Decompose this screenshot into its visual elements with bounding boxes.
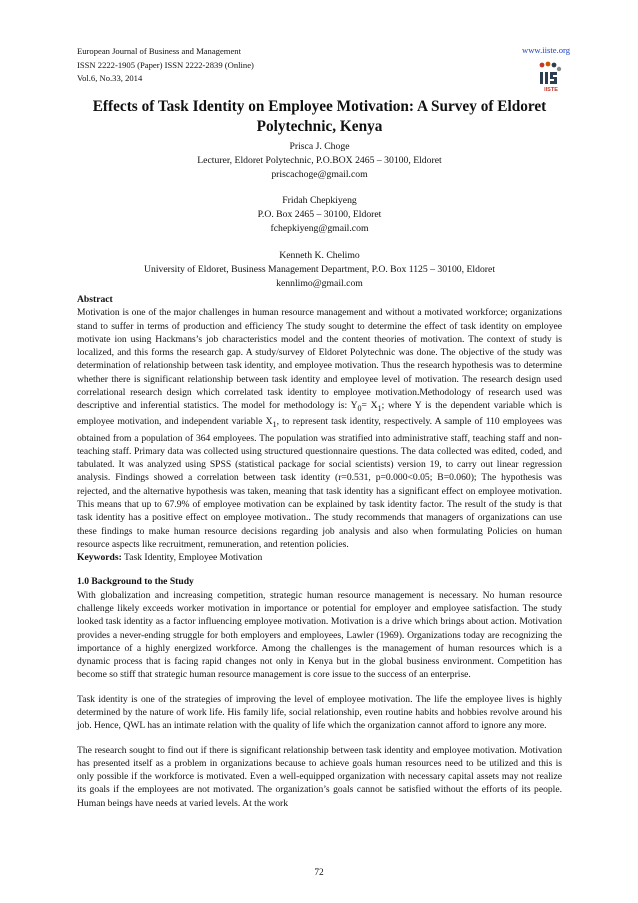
- author-name: Prisca J. Choge: [289, 141, 350, 152]
- section-heading: 1.0 Background to the Study: [77, 576, 194, 588]
- body-paragraph: With globalization and increasing competition, strategic human resource management is necessary. No human resource challenge likely exceeds worker motivation in importance or potential for employer and employee satisfaction. The study looked task identity as a factor influencing employee motivation. Motivation is a drive which brings about action. Motivation provides a never-ending struggle for both employers and employees, Lawler (1969). Organizations today are recognizing the importance of a highly energized workforce. Among the challenges is the management of human resources which is a dynamic process that is facing rapid changes not only in Kenya but in the global business environment. Competition has become so stiff that strategic human resource management is core issue to the success of an enterprise.: [77, 589, 562, 681]
- journal-header: [77, 45, 254, 86]
- keywords-value: Task Identity, Employee Motivation: [124, 552, 263, 564]
- body-paragraph: The research sought to find out if there is significant relationship between task identity and employee motivation. Motivation has presented itself as a problem in organizations because to achieve goals human resources need to be utilized and this is only possible if the workforce is motivated. Even a well-equipped organization with necessary capital assets may not realize its goals if the employees are not motivated. The organization’s goals cannot be satisfied without the efforts of its people. Human beings have needs at varied levels. At the work: [77, 744, 562, 809]
- issn-line: ISSN 2222-1905 (Paper) ISSN 2222-2839 (Online): [77, 59, 254, 70]
- keywords-line: [77, 551, 562, 564]
- volume-line: Vol.6, No.33, 2014: [77, 73, 143, 84]
- abstract-paragraph: Motivation is one of the major challenges in human resource management and without a motivated workforce; organizations stand to suffer in terms of production and efficiency The study sought to determine the effect of task identity on employee motivate ion using Hackmans’s job characteristics model and the content theories of motivation. The context of study is localized, and this forms the research gap. A study/survey of Eldoret Polytechnic was done. The objective of the study was determination of relationship between task identity, and employee motivation. Thus the research hypothesis was to determine whether there is significant relationship between task identity and employee level of motivation. The research design used correlational research design which correlated task identity to employee motivation.Methodology of research used was descriptive and inferential statistics. The model for methodology is: $Y_0= X_1$; where Y is the dependent variable which is employee motivation, and independent variable $X_1$, to represent task identity, respectively. A sample of 110 employees was obtained from a population of 364 employees. The population was stratified into administrative staff, teaching staff and non-teaching staff. Primary data was collected using structured questionnaire questions. The data collected was edited, coded, and tabulated. It was analyzed using SPSS (statistical package for social scientists) version 19, to carry out linear regression analysis. Findings showed a correlation between task identity (r=0.531, p=0.000<0.05; B=0.060); The hypothesis was rejected, and the alternative hypothesis was taken, meaning that task identity has a significant effect on employee motivation. This means that up to 67.9% of employee motivation can be explained by task identity factor. The result of the study is that task identity has a positive effect on employee motivation.. The study recommends that managers of organizations can use these findings to make human resource decisions regarding job analysis and also when formulating Policies on human resource aspects like recruitment, remuneration, and retention policies.: [77, 307, 562, 550]
- abstract-heading: Abstract: [77, 294, 113, 305]
- iiste-logo: [538, 61, 564, 93]
- author-affiliation: Lecturer, Eldoret Polytechnic, P.O.BOX 2465 – 30100, Eldoret: [197, 155, 442, 167]
- author-email: fchepkiyeng@gmail.com: [270, 223, 369, 235]
- logo-text: IISTE: [544, 87, 558, 93]
- author-affiliation: P.O. Box 2465 – 30100, Eldoret: [257, 209, 382, 221]
- journal-url-link[interactable]: www.iiste.org: [522, 45, 570, 55]
- page-number: 72: [314, 868, 324, 878]
- author-block: [77, 140, 562, 291]
- main-text: [77, 293, 562, 810]
- keywords-label: Keywords:: [77, 552, 122, 564]
- author-affiliation: University of Eldoret, Business Management Department, P.O. Box 1125 – 30100, Eldoret: [143, 263, 496, 275]
- body-paragraph: Task identity is one of the strategies of improving the level of employee motivation. The life the employee lives is highly determined by the nature of work life. His family life, social relationship, even routine habits and hobbies revolve around his job. Hence, QWL has an intimate relation with the quality of life which the organization cannot afford to ignore any more.: [77, 693, 562, 732]
- author-name: Kenneth K. Chelimo: [279, 249, 360, 261]
- paper-title: Effects of Task Identity on Employee Motivation: A Survey of Eldoret Polytechnic, Kenya: [92, 98, 547, 135]
- author-email: kennlimo@gmail.com: [276, 277, 363, 289]
- author-email: priscachoge@gmail.com: [271, 169, 368, 181]
- journal-name: European Journal of Business and Management: [77, 46, 241, 56]
- author-name: Fridah Chepkiyeng: [282, 195, 357, 207]
